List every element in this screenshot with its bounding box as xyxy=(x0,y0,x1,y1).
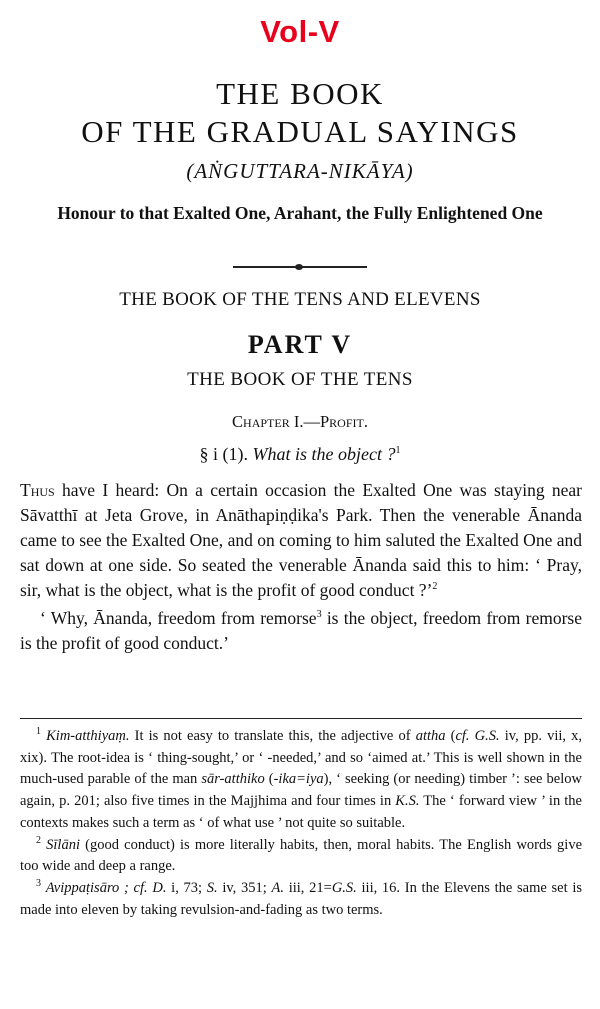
footnote-2-marker: 2 xyxy=(36,834,41,846)
section-number: § i (1). xyxy=(199,444,248,464)
footnote-ref-1: 1 xyxy=(395,445,401,456)
chapter-heading: Chapter I.—Profit. xyxy=(232,412,368,431)
footnote-ref-2: 2 xyxy=(432,581,438,593)
footnote-1-ika: -ika=iya xyxy=(273,771,324,788)
footnote-3-text: iii, 21= xyxy=(284,879,332,896)
footnote-1-ks: K.S. xyxy=(395,793,420,810)
footnote-1-text: iv, pp. vii, x, xix). The root-idea is ‘ thing-sought,’ or ‘ -needed,’ and so ‘aimed at.’ This is well shown in the much-used parable of the man xyxy=(20,728,582,788)
footnote-1-attha: attha xyxy=(415,728,446,744)
footnote-3-a: A. xyxy=(271,879,284,896)
footnote-3-gs: G.S. xyxy=(331,879,357,896)
paragraph-1-text: have I heard: On a certain occasion the Exalted One was staying near Sāvatthī at Jeta Grove, in Anāthapiṇḍika's Park. Then the venerable Ānanda came to see the Exalted One, and on coming to him saluted the Exalted One and sat down at one side. So seated the venerable Ānanda said this to him: ‘ Pray, sir, what is the object, what is the profit of good conduct ?’ xyxy=(20,480,582,600)
section-heading xyxy=(0,444,600,465)
footnote-2-term: Sīlāni xyxy=(46,836,80,853)
footnote-1 xyxy=(20,726,582,835)
footnote-1-text: ), ‘ seeking (or needing) timber ’: see below again, p. 201; also five times in the Majjhima and four times in xyxy=(20,771,582,810)
footnote-1-term: Kim-atthiyaṃ. xyxy=(46,728,130,744)
footnote-3-s: S. xyxy=(206,879,218,896)
opening-word: Thus xyxy=(20,480,55,500)
footnote-1-cf: cf. G.S. xyxy=(455,728,500,744)
footnote-1-text: ( xyxy=(445,728,456,744)
footnote-3-text: iii, 16. In the Elevens the same set is made into eleven by taking revulsion-and-fading as two terms. xyxy=(20,879,583,918)
honour-dedication: Honour to that Exalted One, Arahant, the Fully Enlightened One xyxy=(57,203,543,223)
footnote-1-marker: 1 xyxy=(36,726,41,738)
footnote-1-sar: sār-atthiko xyxy=(201,771,265,788)
ornamental-divider xyxy=(233,266,367,268)
book-heading: THE BOOK OF THE TENS AND ELEVENS xyxy=(119,289,481,310)
footnote-2 xyxy=(20,835,582,878)
footnote-3-marker: 3 xyxy=(36,878,41,890)
book-subtitle: (AṄGUTTARA-NIKĀYA) xyxy=(186,159,414,183)
footnote-1-text: The ‘ forward view ’ in the contexts makes such a term as ‘ of what use ’ not quite so suitable. xyxy=(20,793,582,831)
footnote-3-term: Avippaṭisāro ; xyxy=(45,879,129,896)
section-title: What is the object ? xyxy=(252,444,396,464)
volume-label: Vol-V xyxy=(260,14,340,49)
footnote-1-text: It is not easy to translate this, the adjective of xyxy=(129,728,416,744)
footnote-rule xyxy=(20,718,582,719)
footnote-2-text: (good conduct) is more literally habits, then, moral habits. The English words give too wide and deep a range. xyxy=(20,836,583,875)
footnote-3 xyxy=(20,878,582,921)
book-title-line-1: THE BOOK xyxy=(216,76,384,111)
footnote-ref-3: 3 xyxy=(316,609,322,621)
part-heading: PART V xyxy=(247,330,353,359)
main-text xyxy=(20,478,582,656)
footnote-3-text: i, 73; xyxy=(166,879,207,896)
book-of-tens-heading: THE BOOK OF THE TENS xyxy=(187,369,413,390)
paragraph-2-text-a: ‘ Why, Ānanda, freedom from remorse xyxy=(40,608,317,628)
paragraph-2-text-b: is the object, freedom from remorse is the profit of good conduct.’ xyxy=(20,608,582,653)
book-title-line-2: OF THE GRADUAL SAYINGS xyxy=(81,114,519,149)
paragraph-1 xyxy=(20,478,582,603)
paragraph-2 xyxy=(20,606,582,656)
footnotes xyxy=(20,726,582,921)
footnote-3-cf: cf. D. xyxy=(128,879,167,896)
footnote-3-text: iv, 351; xyxy=(217,879,272,896)
footnote-1-text: ( xyxy=(264,771,274,788)
